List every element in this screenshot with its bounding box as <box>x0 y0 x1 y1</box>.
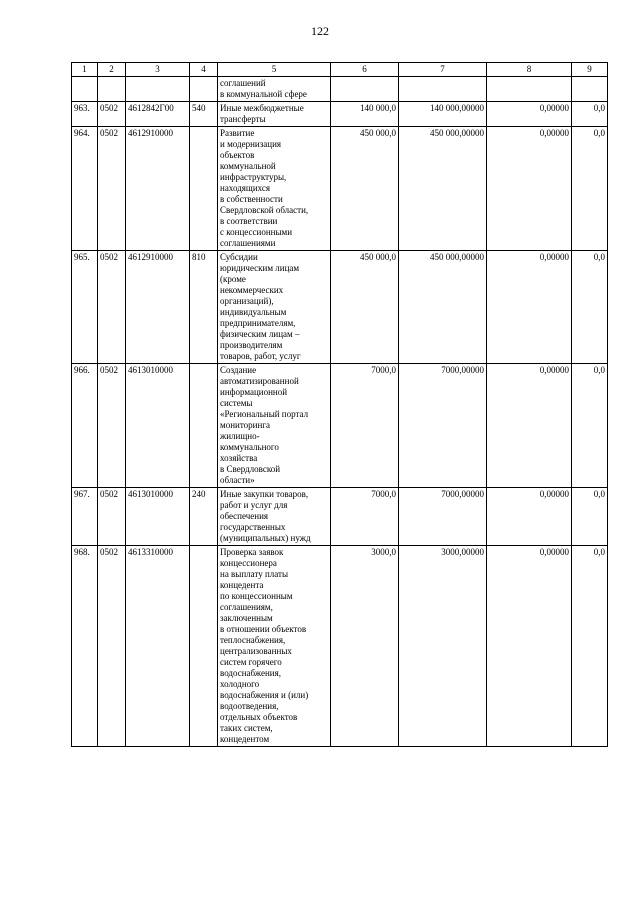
column-header: 7 <box>399 63 487 77</box>
row-number: 964. <box>72 127 98 251</box>
section-code: 0502 <box>98 102 126 127</box>
table-row <box>72 102 608 127</box>
amount <box>331 77 399 102</box>
table-row <box>72 77 608 102</box>
table-row <box>72 364 608 488</box>
column-header: 5 <box>218 63 331 77</box>
table-row <box>72 251 608 364</box>
percent <box>487 77 572 102</box>
section-code: 0502 <box>98 488 126 546</box>
expense-type: 240 <box>190 488 218 546</box>
amount: 7000,0 <box>331 488 399 546</box>
amount: 7000,0 <box>331 364 399 488</box>
column-header: 2 <box>98 63 126 77</box>
amount-precise: 140 000,00000 <box>399 102 487 127</box>
amount-precise <box>399 77 487 102</box>
column-header: 9 <box>572 63 608 77</box>
share: 0,0 <box>572 364 608 488</box>
column-header: 4 <box>190 63 218 77</box>
column-header: 3 <box>126 63 190 77</box>
page-number: 122 <box>311 24 329 38</box>
section-code <box>98 77 126 102</box>
budget-table <box>71 62 608 747</box>
percent: 0,00000 <box>487 251 572 364</box>
percent: 0,00000 <box>487 546 572 747</box>
table-row <box>72 127 608 251</box>
expense-type <box>190 77 218 102</box>
header-row <box>72 63 608 77</box>
amount-precise: 450 000,00000 <box>399 251 487 364</box>
amount: 140 000,0 <box>331 102 399 127</box>
target-code: 4613310000 <box>126 546 190 747</box>
expense-type <box>190 546 218 747</box>
row-number: 966. <box>72 364 98 488</box>
column-header: 1 <box>72 63 98 77</box>
percent: 0,00000 <box>487 102 572 127</box>
share: 0,0 <box>572 546 608 747</box>
row-number: 963. <box>72 102 98 127</box>
row-number <box>72 77 98 102</box>
amount: 450 000,0 <box>331 251 399 364</box>
expense-type: 540 <box>190 102 218 127</box>
section-code: 0502 <box>98 364 126 488</box>
description: Иные межбюджетные трансферты <box>218 102 331 127</box>
target-code: 4612910000 <box>126 251 190 364</box>
description: соглашений в коммунальной сфере <box>218 77 331 102</box>
amount-precise: 3000,00000 <box>399 546 487 747</box>
percent: 0,00000 <box>487 488 572 546</box>
section-code: 0502 <box>98 127 126 251</box>
amount-precise: 7000,00000 <box>399 364 487 488</box>
table-row <box>72 488 608 546</box>
share: 0,0 <box>572 251 608 364</box>
description: Развитие и модернизация объектов коммунальной инфраструктуры, находящихся в собственности Свердловской области, в соответствии с концессионными соглашениями <box>218 127 331 251</box>
expense-type <box>190 364 218 488</box>
target-code: 4613010000 <box>126 364 190 488</box>
table-row <box>72 546 608 747</box>
percent: 0,00000 <box>487 127 572 251</box>
share <box>572 77 608 102</box>
amount: 3000,0 <box>331 546 399 747</box>
expense-type <box>190 127 218 251</box>
description: Проверка заявок концессионера на выплату платы концедента по концессионным соглашениям, заключенным в отношении объектов теплоснабжения, централизованных систем горячего водоснабжения, холодного водоснабжения и (или) водоотведения, отдельных объектов таких систем, концедентом <box>218 546 331 747</box>
target-code: 4613010000 <box>126 488 190 546</box>
column-header: 6 <box>331 63 399 77</box>
target-code: 4612842Г00 <box>126 102 190 127</box>
percent: 0,00000 <box>487 364 572 488</box>
expense-type: 810 <box>190 251 218 364</box>
row-number: 965. <box>72 251 98 364</box>
share: 0,0 <box>572 102 608 127</box>
description: Субсидии юридическим лицам (кроме некоммерческих организаций), индивидуальным предпринимателям, физическим лицам – производителям товаров, работ, услуг <box>218 251 331 364</box>
section-code: 0502 <box>98 546 126 747</box>
target-code <box>126 77 190 102</box>
amount: 450 000,0 <box>331 127 399 251</box>
description: Создание автоматизированной информационной системы «Региональный портал мониторинга жилищно- коммунального хозяйства в Свердловской области» <box>218 364 331 488</box>
amount-precise: 7000,00000 <box>399 488 487 546</box>
section-code: 0502 <box>98 251 126 364</box>
amount-precise: 450 000,00000 <box>399 127 487 251</box>
share: 0,0 <box>572 488 608 546</box>
column-header: 8 <box>487 63 572 77</box>
description: Иные закупки товаров, работ и услуг для обеспечения государственных (муниципальных) нужд <box>218 488 331 546</box>
row-number: 967. <box>72 488 98 546</box>
share: 0,0 <box>572 127 608 251</box>
target-code: 4612910000 <box>126 127 190 251</box>
row-number: 968. <box>72 546 98 747</box>
